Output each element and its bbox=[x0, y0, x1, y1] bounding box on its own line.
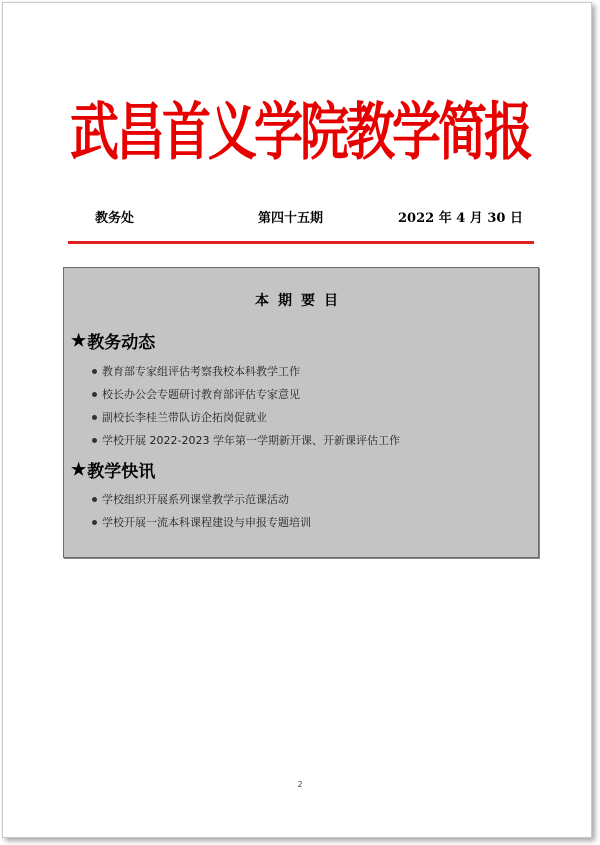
issue-number: 第四十五期 bbox=[258, 211, 324, 226]
table-of-contents bbox=[63, 267, 539, 558]
section-heading-label: 教务动态 bbox=[87, 333, 156, 353]
bullet-icon bbox=[92, 415, 97, 420]
list-item[interactable] bbox=[92, 432, 400, 448]
list-item-label: 副校长李桂兰带队访企拓岗促就业 bbox=[102, 411, 267, 424]
issue-date: 2022 年 4 月 30 日 bbox=[398, 211, 523, 226]
list-item[interactable] bbox=[92, 363, 300, 379]
list-item[interactable] bbox=[92, 491, 289, 507]
star-icon: ★ bbox=[71, 330, 87, 351]
bullet-icon bbox=[92, 438, 97, 443]
list-item-label: 校长办公会专题研讨教育部评估专家意见 bbox=[102, 388, 300, 401]
page-number: 2 bbox=[297, 780, 303, 789]
bullet-icon bbox=[92, 392, 97, 397]
bullet-icon bbox=[92, 369, 97, 374]
header-divider bbox=[68, 241, 534, 244]
contents-title: 本期要目 bbox=[255, 293, 347, 309]
list-item-label: 学校开展 2022-2023 学年第一学期新开课、开新课评估工作 bbox=[102, 434, 400, 447]
star-icon: ★ bbox=[71, 459, 87, 480]
section-heading-teaching-news bbox=[71, 457, 155, 482]
issuing-office: 教务处 bbox=[95, 211, 135, 226]
list-item[interactable] bbox=[92, 409, 267, 425]
list-item[interactable] bbox=[92, 386, 300, 402]
list-item-label: 学校开展一流本科课程建设与申报专题培训 bbox=[102, 516, 311, 529]
bullet-icon bbox=[92, 520, 97, 525]
list-item-label: 学校组织开展系列课堂教学示范课活动 bbox=[102, 493, 289, 506]
list-item-label: 教育部专家组评估考察我校本科教学工作 bbox=[102, 365, 300, 378]
bullet-icon bbox=[92, 497, 97, 502]
newsletter-masthead: 武昌首义学院教学简报 bbox=[69, 95, 530, 169]
list-item[interactable] bbox=[92, 514, 311, 530]
section-heading-label: 教学快讯 bbox=[87, 462, 156, 482]
section-heading-teaching-affairs bbox=[71, 328, 155, 353]
